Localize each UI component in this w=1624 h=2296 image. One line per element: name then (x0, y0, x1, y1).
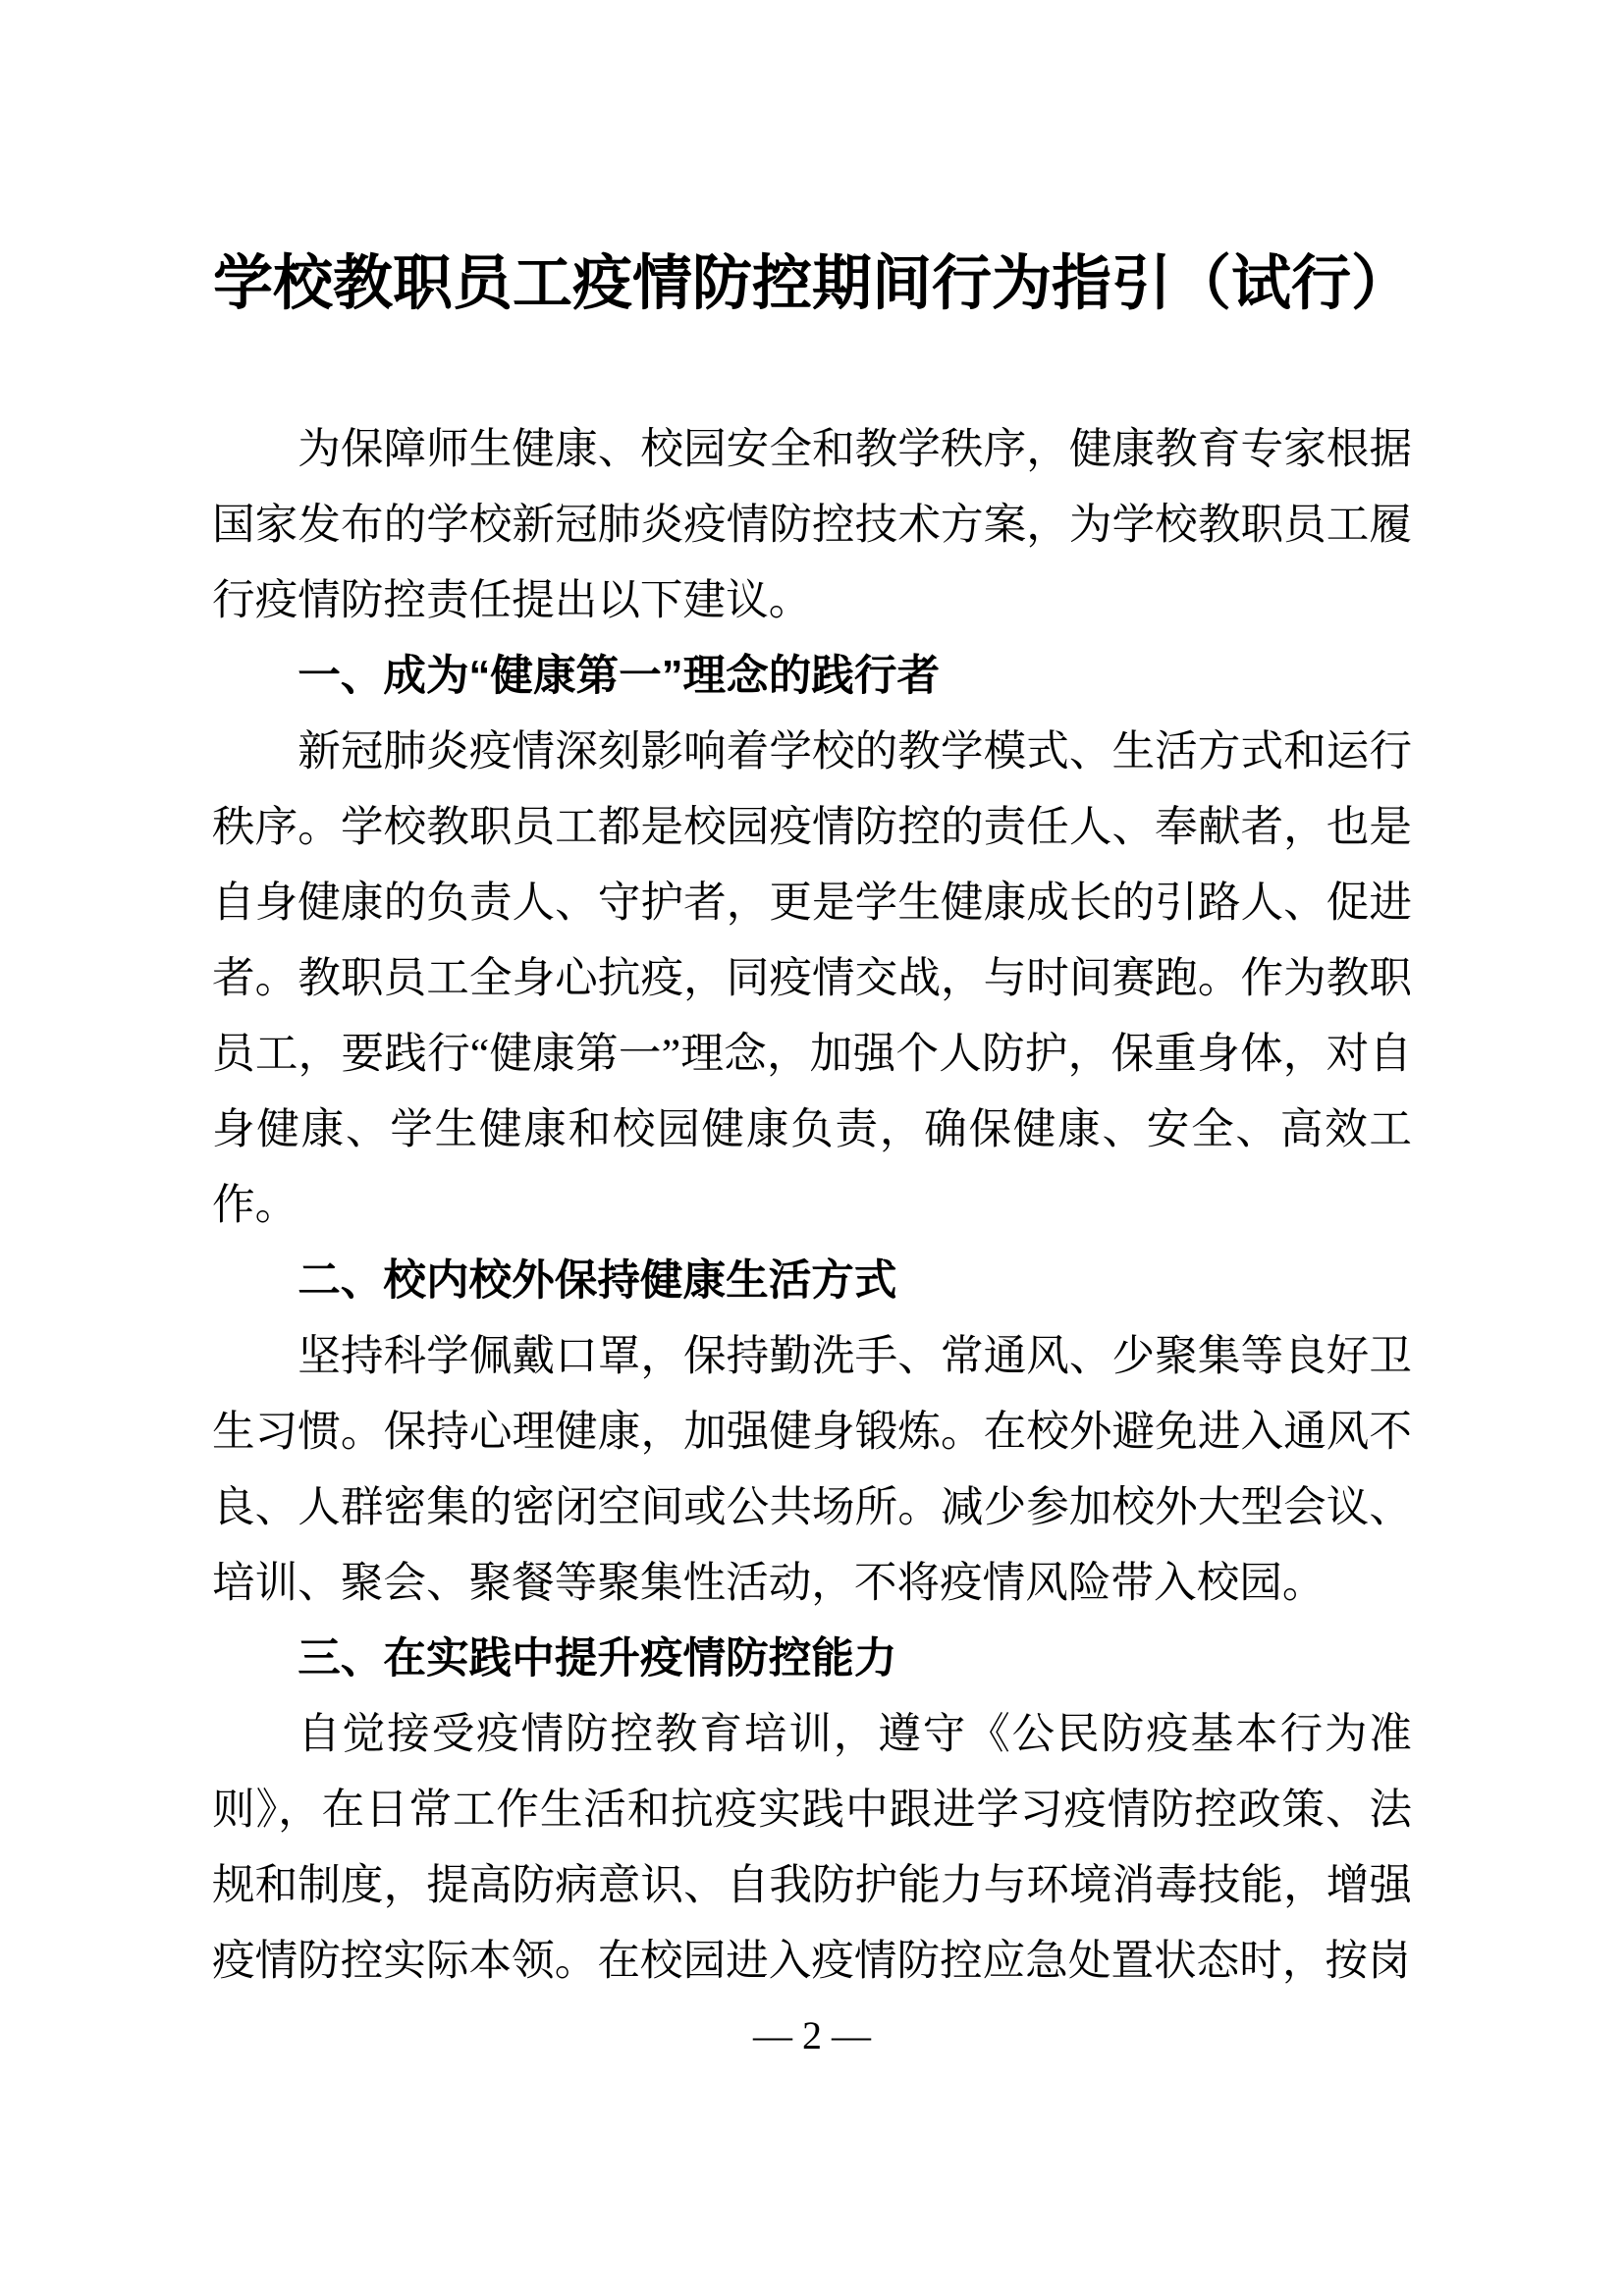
document-title: 学校教职员工疫情防控期间行为指引（试行） (212, 251, 1411, 317)
section-heading: 一、成为“健康第一”理念的践行者 (298, 653, 941, 700)
document-body (212, 412, 1412, 2000)
body-paragraph: 为保障师生健康、校园安全和教学秩序，健康教育专家根据国家发布的学校新冠肺炎疫情防控技术方案，为学校教职员工履行疫情防控责任提出以下建议。 (212, 426, 1412, 624)
body-paragraph: 坚持科学佩戴口罩，保持勤洗手、常通风、少聚集等良好卫生习惯。保持心理健康，加强健身锻炼。在校外避免进入通风不良、人群密集的密闭空间或公共场所。减少参加校外大型会议、培训、聚会、聚餐等聚集性活动，不将疫情风险带入校园。 (212, 1333, 1412, 1607)
section-heading: 三、在实践中提升疫情防控能力 (298, 1635, 897, 1682)
section-heading: 二、校内校外保持健康生活方式 (298, 1257, 897, 1305)
page-number: — 2 — (753, 2013, 871, 2057)
body-paragraph: 新冠肺炎疫情深刻影响着学校的教学模式、生活方式和运行秩序。学校教职员工都是校园疫情防控的责任人、奉献者，也是自身健康的负责人、守护者，更是学生健康成长的引路人、促进者。教职员工全身心抗疫，同疫情交战，与时间赛跑。作为教职员工，要践行“健康第一”理念，加强个人防护，保重身体，对自身健康、学生健康和校园健康负责，确保健康、安全、高效工作。 (212, 728, 1412, 1229)
body-paragraph: 自觉接受疫情防控教育培训，遵守《公民防疫基本行为准则》，在日常工作生活和抗疫实践中跟进学习疫情防控政策、法规和制度，提高防病意识、自我防护能力与环境消毒技能，增强疫情防控实际本领。在校园进入疫情防控应急处置状态时，按岗 (212, 1711, 1412, 1985)
